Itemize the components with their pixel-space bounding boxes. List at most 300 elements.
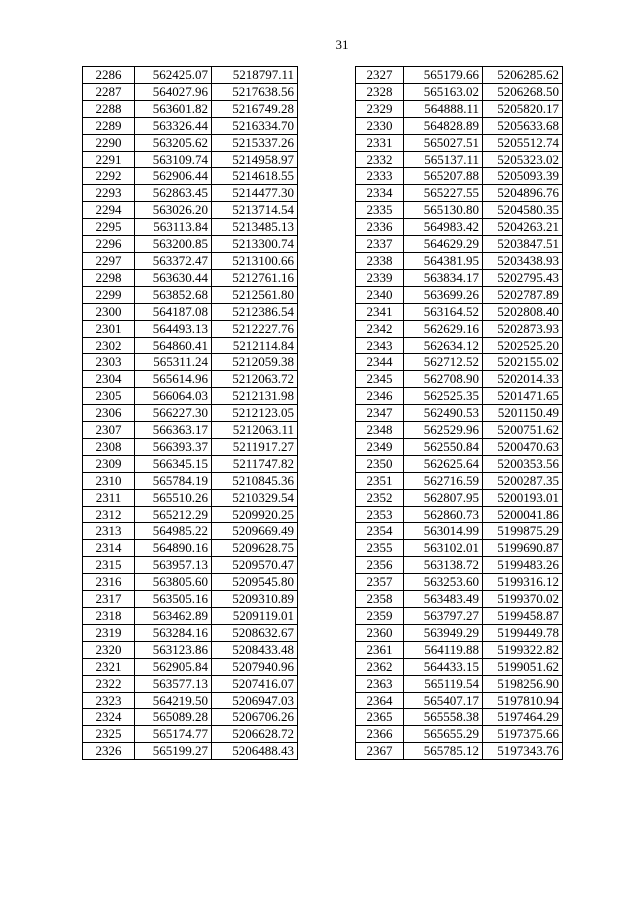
x-coordinate-cell: 566363.17 [135, 422, 212, 439]
point-number-cell: 2306 [83, 405, 135, 422]
y-coordinate-cell: 5213485.13 [212, 219, 298, 236]
y-coordinate-cell: 5200751.62 [483, 422, 563, 439]
x-coordinate-cell: 565137.11 [404, 151, 483, 168]
point-number-cell: 2295 [83, 219, 135, 236]
point-number-cell: 2298 [83, 269, 135, 286]
x-coordinate-cell: 565163.02 [404, 83, 483, 100]
y-coordinate-cell: 5214958.97 [212, 151, 298, 168]
table-row [83, 303, 298, 320]
point-number-cell: 2338 [356, 252, 404, 269]
point-number-cell: 2303 [83, 354, 135, 371]
point-number-cell: 2286 [83, 67, 135, 84]
point-number-cell: 2293 [83, 185, 135, 202]
table-row [356, 422, 563, 439]
y-coordinate-cell: 5212063.72 [212, 371, 298, 388]
table-row [356, 743, 563, 760]
y-coordinate-cell: 5218797.11 [212, 67, 298, 84]
x-coordinate-cell: 562712.52 [404, 354, 483, 371]
x-coordinate-cell: 564860.41 [135, 337, 212, 354]
y-coordinate-cell: 5199370.02 [483, 591, 563, 608]
table-row [356, 269, 563, 286]
y-coordinate-cell: 5217638.56 [212, 83, 298, 100]
table-row [83, 320, 298, 337]
y-coordinate-cell: 5209119.01 [212, 608, 298, 625]
y-coordinate-cell: 5205323.02 [483, 151, 563, 168]
point-number-cell: 2359 [356, 608, 404, 625]
table-row [83, 743, 298, 760]
x-coordinate-cell: 566064.03 [135, 388, 212, 405]
y-coordinate-cell: 5202787.89 [483, 286, 563, 303]
coordinates-table-left [82, 66, 298, 760]
y-coordinate-cell: 5204263.21 [483, 219, 563, 236]
y-coordinate-cell: 5205633.68 [483, 117, 563, 134]
table-row [356, 219, 563, 236]
x-coordinate-cell: 565784.19 [135, 472, 212, 489]
x-coordinate-cell: 563630.44 [135, 269, 212, 286]
x-coordinate-cell: 564433.15 [404, 658, 483, 675]
y-coordinate-cell: 5197810.94 [483, 692, 563, 709]
table-row [356, 557, 563, 574]
x-coordinate-cell: 563205.62 [135, 134, 212, 151]
table-row [356, 337, 563, 354]
table-row [83, 574, 298, 591]
x-coordinate-cell: 565614.96 [135, 371, 212, 388]
x-coordinate-cell: 565179.66 [404, 67, 483, 84]
point-number-cell: 2349 [356, 438, 404, 455]
x-coordinate-cell: 562550.84 [404, 438, 483, 455]
y-coordinate-cell: 5202155.02 [483, 354, 563, 371]
point-number-cell: 2301 [83, 320, 135, 337]
y-coordinate-cell: 5212227.76 [212, 320, 298, 337]
x-coordinate-cell: 563113.84 [135, 219, 212, 236]
table-row [83, 692, 298, 709]
table-row [356, 405, 563, 422]
table-row [83, 641, 298, 658]
table-row [356, 658, 563, 675]
point-number-cell: 2331 [356, 134, 404, 151]
x-coordinate-cell: 564187.08 [135, 303, 212, 320]
table-row [356, 202, 563, 219]
x-coordinate-cell: 563123.86 [135, 641, 212, 658]
table-row [83, 591, 298, 608]
table-row [356, 591, 563, 608]
table-row [356, 608, 563, 625]
x-coordinate-cell: 563699.26 [404, 286, 483, 303]
y-coordinate-cell: 5202873.93 [483, 320, 563, 337]
x-coordinate-cell: 562708.90 [404, 371, 483, 388]
y-coordinate-cell: 5197464.29 [483, 709, 563, 726]
x-coordinate-cell: 564890.16 [135, 540, 212, 557]
point-number-cell: 2339 [356, 269, 404, 286]
x-coordinate-cell: 562860.73 [404, 506, 483, 523]
x-coordinate-cell: 562425.07 [135, 67, 212, 84]
x-coordinate-cell: 563014.99 [404, 523, 483, 540]
point-number-cell: 2363 [356, 675, 404, 692]
point-number-cell: 2330 [356, 117, 404, 134]
x-coordinate-cell: 565119.54 [404, 675, 483, 692]
y-coordinate-cell: 5212123.05 [212, 405, 298, 422]
point-number-cell: 2327 [356, 67, 404, 84]
y-coordinate-cell: 5207416.07 [212, 675, 298, 692]
table-row [83, 236, 298, 253]
x-coordinate-cell: 562634.12 [404, 337, 483, 354]
x-coordinate-cell: 564983.42 [404, 219, 483, 236]
point-number-cell: 2322 [83, 675, 135, 692]
y-coordinate-cell: 5209570.47 [212, 557, 298, 574]
point-number-cell: 2344 [356, 354, 404, 371]
y-coordinate-cell: 5204896.76 [483, 185, 563, 202]
point-number-cell: 2345 [356, 371, 404, 388]
y-coordinate-cell: 5209310.89 [212, 591, 298, 608]
point-number-cell: 2352 [356, 489, 404, 506]
table-row [83, 354, 298, 371]
y-coordinate-cell: 5206628.72 [212, 726, 298, 743]
y-coordinate-cell: 5213300.74 [212, 236, 298, 253]
point-number-cell: 2289 [83, 117, 135, 134]
x-coordinate-cell: 565130.80 [404, 202, 483, 219]
y-coordinate-cell: 5212561.80 [212, 286, 298, 303]
y-coordinate-cell: 5199316.12 [483, 574, 563, 591]
point-number-cell: 2348 [356, 422, 404, 439]
table-row [83, 557, 298, 574]
point-number-cell: 2313 [83, 523, 135, 540]
table-row [83, 286, 298, 303]
x-coordinate-cell: 563577.13 [135, 675, 212, 692]
x-coordinate-cell: 565785.12 [404, 743, 483, 760]
x-coordinate-cell: 563326.44 [135, 117, 212, 134]
table-row [83, 388, 298, 405]
point-number-cell: 2292 [83, 168, 135, 185]
point-number-cell: 2304 [83, 371, 135, 388]
table-row [356, 252, 563, 269]
x-coordinate-cell: 564828.89 [404, 117, 483, 134]
y-coordinate-cell: 5210329.54 [212, 489, 298, 506]
point-number-cell: 2347 [356, 405, 404, 422]
table-row [83, 371, 298, 388]
point-number-cell: 2288 [83, 100, 135, 117]
x-coordinate-cell: 563805.60 [135, 574, 212, 591]
table-row [83, 185, 298, 202]
x-coordinate-cell: 564888.11 [404, 100, 483, 117]
table-row [356, 388, 563, 405]
x-coordinate-cell: 566393.37 [135, 438, 212, 455]
table-row [356, 100, 563, 117]
x-coordinate-cell: 563200.85 [135, 236, 212, 253]
point-number-cell: 2302 [83, 337, 135, 354]
y-coordinate-cell: 5199690.87 [483, 540, 563, 557]
y-coordinate-cell: 5212114.84 [212, 337, 298, 354]
table-row [356, 641, 563, 658]
y-coordinate-cell: 5216749.28 [212, 100, 298, 117]
point-number-cell: 2326 [83, 743, 135, 760]
table-row [356, 83, 563, 100]
point-number-cell: 2364 [356, 692, 404, 709]
y-coordinate-cell: 5206285.62 [483, 67, 563, 84]
table-row [83, 455, 298, 472]
table-row [356, 455, 563, 472]
x-coordinate-cell: 563957.13 [135, 557, 212, 574]
point-number-cell: 2291 [83, 151, 135, 168]
y-coordinate-cell: 5206947.03 [212, 692, 298, 709]
x-coordinate-cell: 562863.45 [135, 185, 212, 202]
table-row [356, 67, 563, 84]
coordinates-table-right [355, 66, 563, 760]
point-number-cell: 2287 [83, 83, 135, 100]
y-coordinate-cell: 5199322.82 [483, 641, 563, 658]
y-coordinate-cell: 5211747.82 [212, 455, 298, 472]
y-coordinate-cell: 5216334.70 [212, 117, 298, 134]
point-number-cell: 2300 [83, 303, 135, 320]
point-number-cell: 2314 [83, 540, 135, 557]
point-number-cell: 2317 [83, 591, 135, 608]
x-coordinate-cell: 562906.44 [135, 168, 212, 185]
y-coordinate-cell: 5203438.93 [483, 252, 563, 269]
point-number-cell: 2328 [356, 83, 404, 100]
x-coordinate-cell: 566227.30 [135, 405, 212, 422]
x-coordinate-cell: 563834.17 [404, 269, 483, 286]
y-coordinate-cell: 5197375.66 [483, 726, 563, 743]
table-row [83, 709, 298, 726]
x-coordinate-cell: 562807.95 [404, 489, 483, 506]
point-number-cell: 2343 [356, 337, 404, 354]
y-coordinate-cell: 5208433.48 [212, 641, 298, 658]
point-number-cell: 2346 [356, 388, 404, 405]
table-row [83, 168, 298, 185]
x-coordinate-cell: 563601.82 [135, 100, 212, 117]
y-coordinate-cell: 5199483.26 [483, 557, 563, 574]
table-row [83, 202, 298, 219]
point-number-cell: 2362 [356, 658, 404, 675]
point-number-cell: 2323 [83, 692, 135, 709]
table-row [356, 726, 563, 743]
x-coordinate-cell: 562625.64 [404, 455, 483, 472]
y-coordinate-cell: 5200353.56 [483, 455, 563, 472]
y-coordinate-cell: 5204580.35 [483, 202, 563, 219]
x-coordinate-cell: 564219.50 [135, 692, 212, 709]
table-row [83, 675, 298, 692]
y-coordinate-cell: 5205093.39 [483, 168, 563, 185]
point-number-cell: 2333 [356, 168, 404, 185]
table-row [356, 523, 563, 540]
table-row [83, 269, 298, 286]
y-coordinate-cell: 5201150.49 [483, 405, 563, 422]
y-coordinate-cell: 5212063.11 [212, 422, 298, 439]
table-row [83, 624, 298, 641]
point-number-cell: 2358 [356, 591, 404, 608]
x-coordinate-cell: 564985.22 [135, 523, 212, 540]
y-coordinate-cell: 5212386.54 [212, 303, 298, 320]
table-row [356, 286, 563, 303]
y-coordinate-cell: 5205820.17 [483, 100, 563, 117]
point-number-cell: 2335 [356, 202, 404, 219]
table-row [83, 117, 298, 134]
point-number-cell: 2310 [83, 472, 135, 489]
x-coordinate-cell: 563164.52 [404, 303, 483, 320]
x-coordinate-cell: 565212.29 [135, 506, 212, 523]
y-coordinate-cell: 5202808.40 [483, 303, 563, 320]
point-number-cell: 2312 [83, 506, 135, 523]
point-number-cell: 2290 [83, 134, 135, 151]
point-number-cell: 2351 [356, 472, 404, 489]
y-coordinate-cell: 5209669.49 [212, 523, 298, 540]
table-row [356, 489, 563, 506]
x-coordinate-cell: 563949.29 [404, 624, 483, 641]
x-coordinate-cell: 564629.29 [404, 236, 483, 253]
y-coordinate-cell: 5205512.74 [483, 134, 563, 151]
point-number-cell: 2320 [83, 641, 135, 658]
table-row [356, 320, 563, 337]
table-row [83, 422, 298, 439]
point-number-cell: 2316 [83, 574, 135, 591]
y-coordinate-cell: 5199875.29 [483, 523, 563, 540]
table-row [356, 692, 563, 709]
y-coordinate-cell: 5199458.87 [483, 608, 563, 625]
table-row [83, 151, 298, 168]
point-number-cell: 2342 [356, 320, 404, 337]
x-coordinate-cell: 564493.13 [135, 320, 212, 337]
y-coordinate-cell: 5200287.35 [483, 472, 563, 489]
y-coordinate-cell: 5214618.55 [212, 168, 298, 185]
page-number: 31 [335, 37, 349, 52]
table-row [356, 624, 563, 641]
x-coordinate-cell: 565311.24 [135, 354, 212, 371]
point-number-cell: 2307 [83, 422, 135, 439]
y-coordinate-cell: 5200193.01 [483, 489, 563, 506]
x-coordinate-cell: 565199.27 [135, 743, 212, 760]
x-coordinate-cell: 562629.16 [404, 320, 483, 337]
table-row [83, 608, 298, 625]
x-coordinate-cell: 562716.59 [404, 472, 483, 489]
table-row [83, 726, 298, 743]
point-number-cell: 2309 [83, 455, 135, 472]
table-row [356, 371, 563, 388]
point-number-cell: 2296 [83, 236, 135, 253]
x-coordinate-cell: 563253.60 [404, 574, 483, 591]
y-coordinate-cell: 5206706.26 [212, 709, 298, 726]
table-row [356, 472, 563, 489]
table-row [83, 405, 298, 422]
table-row [83, 100, 298, 117]
y-coordinate-cell: 5197343.76 [483, 743, 563, 760]
table-row [83, 337, 298, 354]
y-coordinate-cell: 5202014.33 [483, 371, 563, 388]
x-coordinate-cell: 562525.35 [404, 388, 483, 405]
y-coordinate-cell: 5211917.27 [212, 438, 298, 455]
table-row [83, 506, 298, 523]
table-row [83, 489, 298, 506]
table-row [83, 523, 298, 540]
y-coordinate-cell: 5210845.36 [212, 472, 298, 489]
y-coordinate-cell: 5209628.75 [212, 540, 298, 557]
y-coordinate-cell: 5212131.98 [212, 388, 298, 405]
point-number-cell: 2315 [83, 557, 135, 574]
point-number-cell: 2366 [356, 726, 404, 743]
table-row [356, 438, 563, 455]
x-coordinate-cell: 563797.27 [404, 608, 483, 625]
x-coordinate-cell: 565407.17 [404, 692, 483, 709]
y-coordinate-cell: 5202525.20 [483, 337, 563, 354]
y-coordinate-cell: 5212059.38 [212, 354, 298, 371]
x-coordinate-cell: 565558.38 [404, 709, 483, 726]
table-row [83, 67, 298, 84]
point-number-cell: 2308 [83, 438, 135, 455]
x-coordinate-cell: 562529.96 [404, 422, 483, 439]
table-row [83, 219, 298, 236]
table-row [356, 303, 563, 320]
point-number-cell: 2337 [356, 236, 404, 253]
table-row [83, 83, 298, 100]
point-number-cell: 2365 [356, 709, 404, 726]
table-row [83, 472, 298, 489]
point-number-cell: 2355 [356, 540, 404, 557]
y-coordinate-cell: 5199449.78 [483, 624, 563, 641]
point-number-cell: 2321 [83, 658, 135, 675]
table-row [356, 354, 563, 371]
x-coordinate-cell: 564381.95 [404, 252, 483, 269]
y-coordinate-cell: 5206268.50 [483, 83, 563, 100]
x-coordinate-cell: 566345.15 [135, 455, 212, 472]
y-coordinate-cell: 5215337.26 [212, 134, 298, 151]
y-coordinate-cell: 5200041.86 [483, 506, 563, 523]
x-coordinate-cell: 562905.84 [135, 658, 212, 675]
table-row [356, 709, 563, 726]
point-number-cell: 2329 [356, 100, 404, 117]
point-number-cell: 2340 [356, 286, 404, 303]
y-coordinate-cell: 5198256.90 [483, 675, 563, 692]
y-coordinate-cell: 5213714.54 [212, 202, 298, 219]
table-row [83, 252, 298, 269]
x-coordinate-cell: 565207.88 [404, 168, 483, 185]
point-number-cell: 2367 [356, 743, 404, 760]
point-number-cell: 2294 [83, 202, 135, 219]
x-coordinate-cell: 563852.68 [135, 286, 212, 303]
y-coordinate-cell: 5209545.80 [212, 574, 298, 591]
x-coordinate-cell: 565089.28 [135, 709, 212, 726]
table-row [356, 185, 563, 202]
table-row [356, 168, 563, 185]
x-coordinate-cell: 565510.26 [135, 489, 212, 506]
point-number-cell: 2353 [356, 506, 404, 523]
x-coordinate-cell: 563138.72 [404, 557, 483, 574]
point-number-cell: 2341 [356, 303, 404, 320]
point-number-cell: 2324 [83, 709, 135, 726]
point-number-cell: 2311 [83, 489, 135, 506]
point-number-cell: 2305 [83, 388, 135, 405]
y-coordinate-cell: 5206488.43 [212, 743, 298, 760]
y-coordinate-cell: 5199051.62 [483, 658, 563, 675]
x-coordinate-cell: 565655.29 [404, 726, 483, 743]
point-number-cell: 2334 [356, 185, 404, 202]
point-number-cell: 2318 [83, 608, 135, 625]
table-row [356, 675, 563, 692]
x-coordinate-cell: 562490.53 [404, 405, 483, 422]
y-coordinate-cell: 5209920.25 [212, 506, 298, 523]
table-row [356, 506, 563, 523]
point-number-cell: 2297 [83, 252, 135, 269]
table-row [356, 574, 563, 591]
x-coordinate-cell: 564027.96 [135, 83, 212, 100]
y-coordinate-cell: 5214477.30 [212, 185, 298, 202]
point-number-cell: 2299 [83, 286, 135, 303]
point-number-cell: 2357 [356, 574, 404, 591]
table-row [356, 134, 563, 151]
point-number-cell: 2319 [83, 624, 135, 641]
table-row [356, 236, 563, 253]
y-coordinate-cell: 5208632.67 [212, 624, 298, 641]
point-number-cell: 2336 [356, 219, 404, 236]
x-coordinate-cell: 563284.16 [135, 624, 212, 641]
x-coordinate-cell: 563505.16 [135, 591, 212, 608]
